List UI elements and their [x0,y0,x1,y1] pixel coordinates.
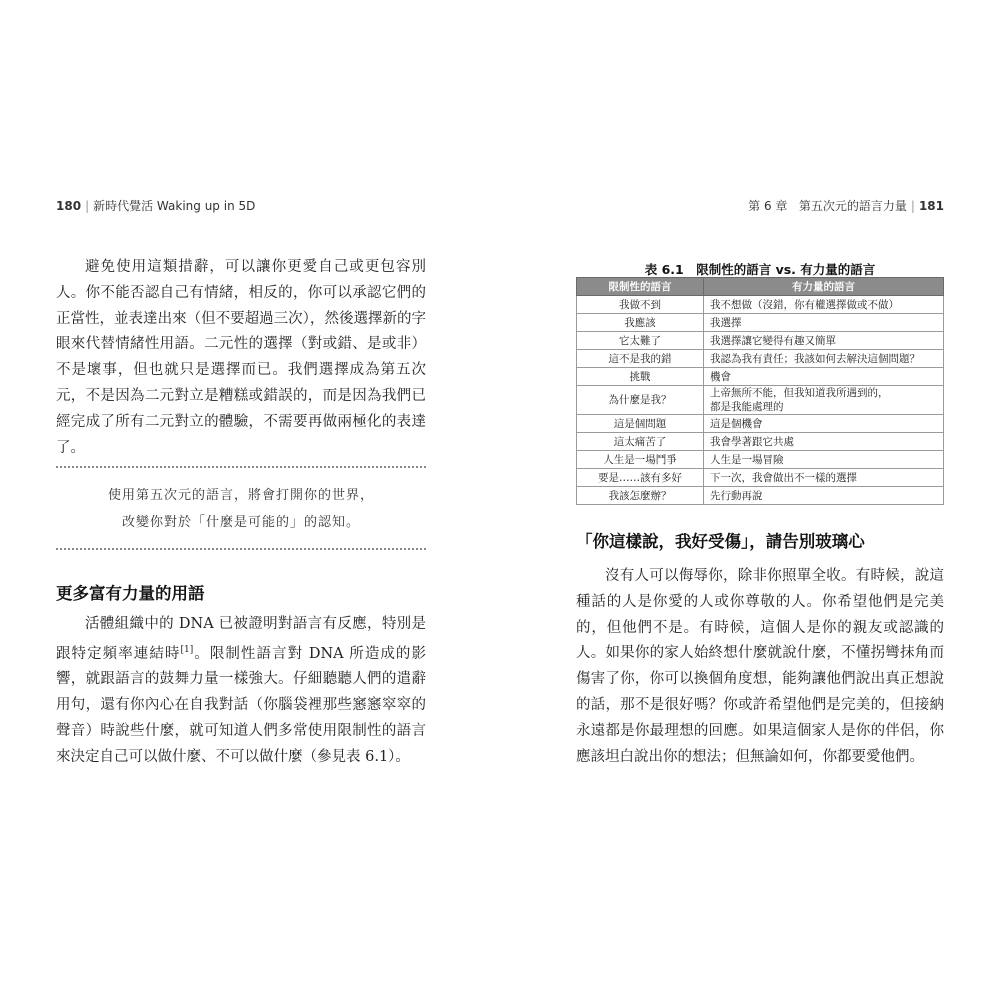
left-paragraph-2: 活體組織中的 DNA 已被證明對語言有反應，特別是跟特定頻率連結時[1]。限制性語言對 DNA 所造成的影響，就跟語言的鼓舞力量一樣強大。仔細聽聽人們的遣辭用句，還有你內心在自我對話（你腦袋裡那些窸窸窣窣的聲音）時說些什麼，就可知道人們多常使用限制性的語言來決定自己可以做什麼、不可以做什麼（參見表 6.1）。 [56,616,426,765]
limiting-phrase-cell: 這是個問題 [577,415,704,433]
table-row [577,415,944,433]
empowering-phrase-cell: 我會學著跟它共處 [704,433,944,451]
language-table-wrapper [576,277,944,505]
language-table [576,277,944,505]
left-running-header: 180 | 新時代覺活 Waking up in 5D [56,199,256,213]
limiting-phrase-cell: 這不是我的錯 [577,350,704,368]
empowering-phrase-cell: 我認為我有責任；我該如何去解決這個問題？ [704,350,944,368]
quote-top-divider [56,466,426,468]
footnote-ref: [1] [180,644,194,655]
empowering-phrase-cell: 機會 [704,368,944,386]
right-page-number: 181 [918,199,944,213]
pull-quote [56,482,426,536]
table-row [577,368,944,386]
table-row [577,469,944,487]
quote-bottom-divider [56,548,426,550]
chapter-label: 第 6 章 [748,199,788,213]
empowering-phrase-cell: 人生是一場冒險 [704,451,944,469]
limiting-phrase-cell: 要是……該有多好 [577,469,704,487]
empowering-phrase-cell: 我選擇 [704,314,944,332]
limiting-phrase-cell: 我做不到 [577,296,704,314]
limiting-phrase-cell: 挑戰 [577,368,704,386]
limiting-phrase-cell: 我該怎麼辦？ [577,487,704,505]
quote-line-1: 使用第五次元的語言，將會打開你的世界， [107,488,374,503]
table-row [577,350,944,368]
empowering-phrase-cell: 先行動再說 [704,487,944,505]
limiting-phrase-cell: 它太難了 [577,332,704,350]
left-page-number: 180 [56,199,82,213]
empowering-phrase-cell: 上帝無所不能，但我知道我所遇到的， 都是我能處理的 [704,386,944,415]
table-row [577,433,944,451]
header-limiting: 限制性的語言 [577,278,704,296]
right-section-heading: 「你這樣說，我好受傷」，請告別玻璃心 [576,532,865,551]
right-paragraph: 沒有人可以侮辱你，除非你照單全收。有時候，說這種話的人是你愛的人或你尊敬的人。你希望他們是完美的，但他們不是。有時候，這個人是你的親友或認識的人。如果你的家人始終想什麼就說什麼，不懂拐彎抹角而傷害了你，你可以換個角度想，能夠讓他們說出真正想說的話，那不是很好嗎？你或許希望他們是完美的，但接納永遠都是你最理想的回應。如果這個家人是你的伴侶，你應該坦白說出你的想法；但無論如何，你都要愛他們。 [576,568,944,765]
table-header-row [577,278,944,296]
empowering-phrase-cell: 下一次，我會做出不一樣的選擇 [704,469,944,487]
book-title: 新時代覺活 Waking up in 5D [93,199,256,213]
chapter-title: 第五次元的語言力量 [798,199,907,213]
quote-line-2: 改變你對於「什麼是可能的」的認知。 [121,515,360,530]
table-caption: 表 6.1 限制性的語言 vs. 有力量的語言 [644,262,876,277]
table-row [577,451,944,469]
empowering-phrase-cell: 我選擇讓它變得有趣又簡單 [704,332,944,350]
table-row [577,314,944,332]
table-row [577,296,944,314]
right-running-header: 第 6 章 第五次元的語言力量 | 181 [748,199,944,213]
left-section-heading: 更多富有力量的用語 [56,584,205,603]
empowering-phrase-cell: 這是個機會 [704,415,944,433]
limiting-phrase-cell: 我應該 [577,314,704,332]
table-row [577,386,944,415]
table-body [577,296,944,505]
limiting-phrase-cell: 這太痛苦了 [577,433,704,451]
empowering-phrase-cell: 我不想做（沒錯，你有權選擇做或不做） [704,296,944,314]
table-row [577,487,944,505]
limiting-phrase-cell: 人生是一場鬥爭 [577,451,704,469]
limiting-phrase-cell: 為什麼是我？ [577,386,704,415]
left-paragraph-1: 避免使用這類措辭，可以讓你更愛自己或更包容別人。你不能否認自己有情緒，相反的，你可以承認它們的正當性，並表達出來（但不要超過三次），然後選擇新的字眼來代替情緒性用語。二元性的選擇（對或錯、是或非）不是壞事，但也就只是選擇而已。我們選擇成為第五次元，不是因為二元對立是糟糕或錯誤的，而是因為我們已經完成了所有二元對立的體驗，不需要再做兩極化的表達了。 [56,259,426,456]
table-row [577,332,944,350]
header-empowering: 有力量的語言 [704,278,944,296]
